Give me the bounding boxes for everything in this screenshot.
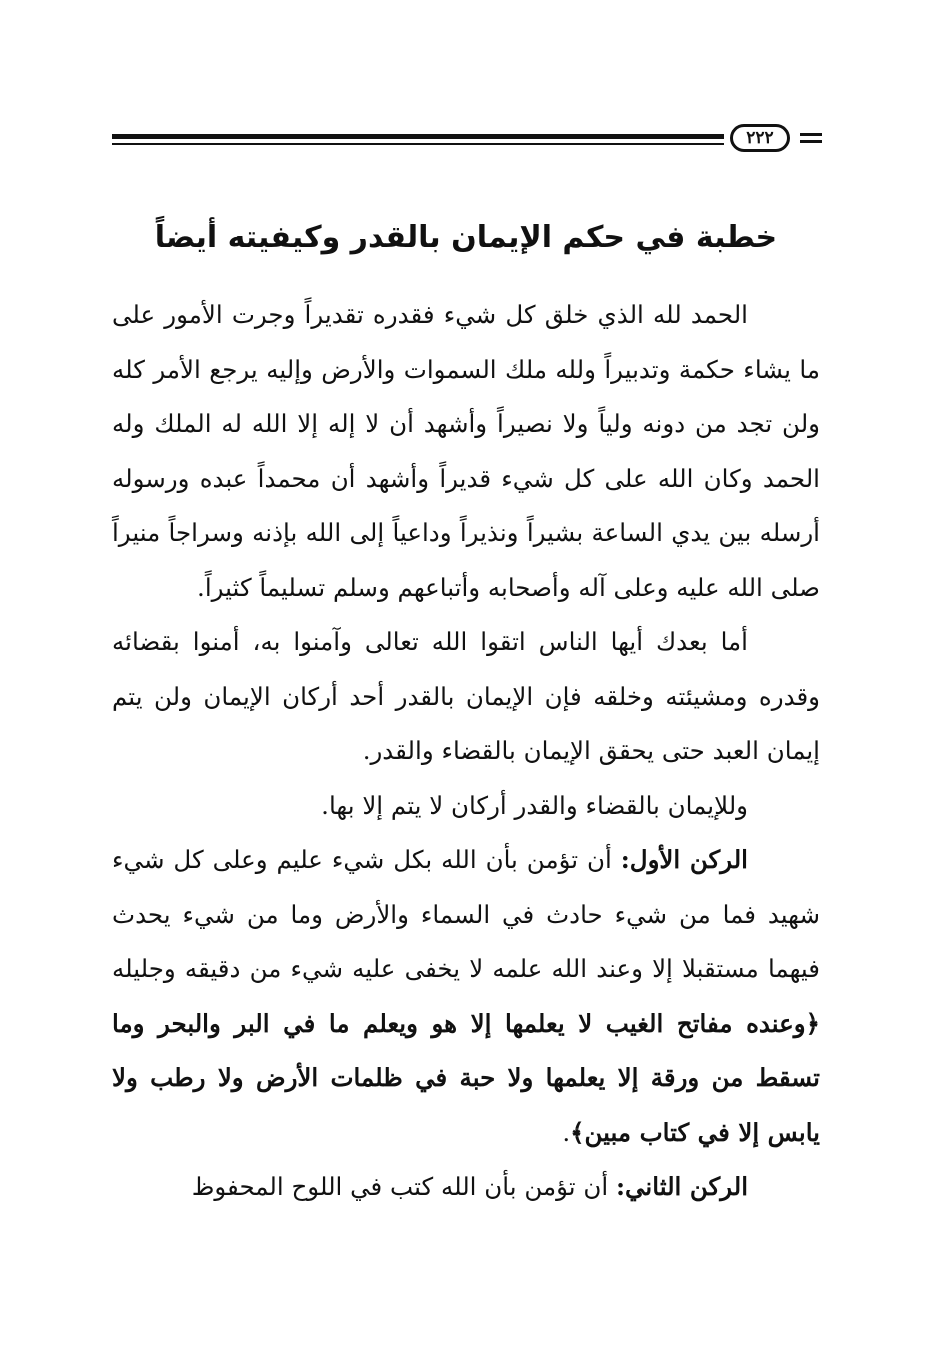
pillar-2-text: أن تؤمن بأن الله كتب في اللوح المحفوظ [191,1172,609,1201]
paragraph-4 [112,833,820,1160]
page-title: خطبة في حكم الإيمان بالقدر وكيفيته أيضاً [154,220,778,255]
paragraph-1: الحمد لله الذي خلق كل شيء فقدره تقديراً وجرت الأمور على ما يشاء حكمة وتدبيراً ولله ملك السموات والأرض وإليه يرجع الأمر كله ولن تجد من دونه ولياً ولا نصيراً وأشهد أن لا إله إلا الله له الملك وله الحمد وكان الله على كل شيء قديراً وأشهد أن محمداً عبده ورسوله أرسله بين يدي الساعة بشيراً ونذيراً وداعياً إلى الله بإذنه وسراجاً منيراً صلى الله عليه وعلى آله وأصحابه وأتباعهم وسلم تسليماً كثيراً. [112,300,820,602]
header-ornament [800,133,822,145]
header-rule-thick [112,134,724,139]
paragraph-3: وللإيمان بالقضاء والقدر أركان لا يتم إلا بها. [321,790,748,820]
pillar-2-term: الركن الثاني: [615,1172,748,1201]
body-text [112,288,820,1215]
quran-verse: ﴿وعنده مفاتح الغيب لا يعلمها إلا هو ويعلم ما في البر والبحر وما تسقط من ورقة إلا يعلمها ولا حبة في ظلمات الأرض ولا رطب ولا يابس إلا في كتاب مبين﴾ [112,1008,820,1147]
pillar-1-text: أن تؤمن بأن الله بكل شيء عليم وعلى كل شيء شهيد فما من شيء حادث في السماء والأرض وما من شيء يحدث فيهما مستقبلا إلا وعند الله علمه لا يخفى عليه شيء من دقيقه وجليله [112,845,820,983]
paragraph-4-end: . [562,1117,571,1147]
page-number: ٢٢٢ [730,124,790,152]
paragraph-5 [112,1160,820,1215]
paragraph-2: أما بعدك أيها الناس اتقوا الله تعالى وآمنوا به، أمنوا بقضائه وقدره ومشيئته وخلقه فإن الإيمان بالقدر أحد أركان الإيمان ولن يتم إيمان العبد حتى يحقق الإيمان بالقضاء والقدر. [112,627,820,765]
page-header [112,124,820,154]
pillar-1-term: الركن الأول: [620,845,748,874]
header-rule-thin [112,143,724,145]
